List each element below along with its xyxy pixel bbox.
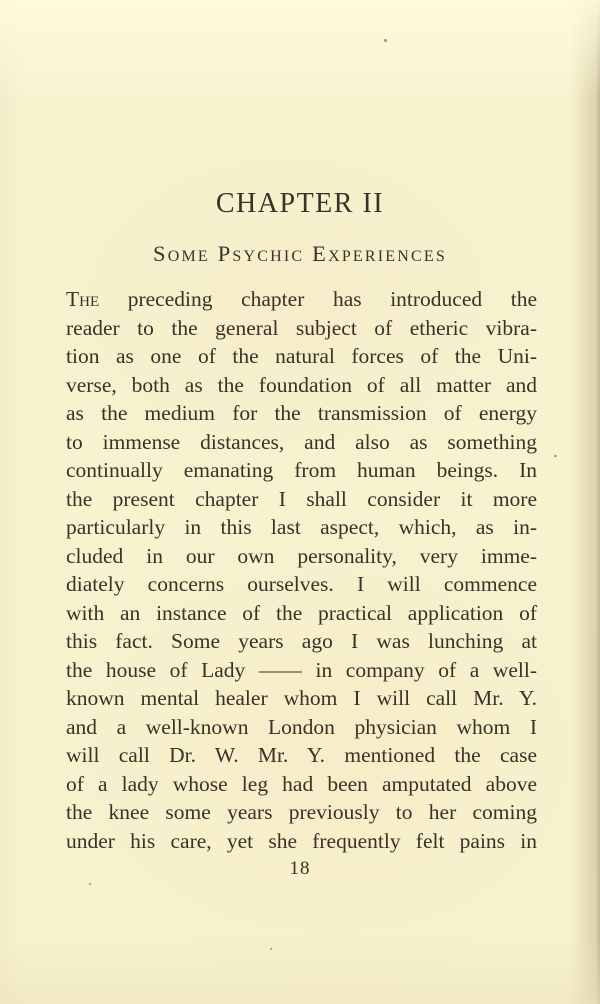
dust-speck	[270, 948, 272, 950]
text-line: the house of Lady —— in company of a well-	[66, 657, 537, 682]
text-line: reader to the general subject of etheric vibra-	[66, 315, 537, 340]
text-line: the knee some years previously to her coming	[66, 800, 537, 824]
text-line: of a lady whose leg had been amputated above	[66, 771, 537, 796]
chapter-heading: CHAPTER II	[215, 188, 385, 219]
text-line: will call Dr. W. Mr. Y. mentioned the case	[66, 743, 537, 767]
body-paragraph	[66, 285, 537, 855]
text-line: verse, both as the foundation of all matter and	[66, 372, 537, 397]
text-line: under his care, yet she frequently felt pains in	[66, 828, 537, 853]
text-line: and a well-known London physician whom I	[66, 714, 537, 739]
text-line: tion as one of the natural forces of the Uni-	[66, 344, 537, 368]
dust-speck	[384, 39, 387, 42]
dust-speck	[554, 455, 557, 457]
page-number: 18	[289, 858, 311, 879]
text-line: particularly in this last aspect, which, as in-	[66, 515, 537, 539]
text-line: this fact. Some years ago I was lunching at	[66, 629, 537, 653]
lead-word-smallcaps: The	[66, 287, 100, 311]
text-line: the present chapter I shall consider it more	[66, 486, 537, 511]
dust-speck	[89, 883, 91, 885]
section-heading: Some Psychic Experiences	[153, 241, 447, 266]
text-line: cluded in our own personality, very imme-	[66, 543, 537, 568]
text-line: continually emanating from human beings. In	[66, 458, 537, 482]
text-line	[66, 285, 537, 314]
text-line: diately concerns ourselves. I will commence	[66, 572, 537, 596]
first-line-rest: preceding chapter has introduced the	[127, 287, 537, 311]
text-line: as the medium for the transmission of energy	[66, 401, 537, 425]
text-line: with an instance of the practical application of	[66, 600, 537, 625]
text-line: known mental healer whom I will call Mr. Y.	[66, 686, 537, 710]
text-line: to immense distances, and also as something	[66, 429, 537, 454]
